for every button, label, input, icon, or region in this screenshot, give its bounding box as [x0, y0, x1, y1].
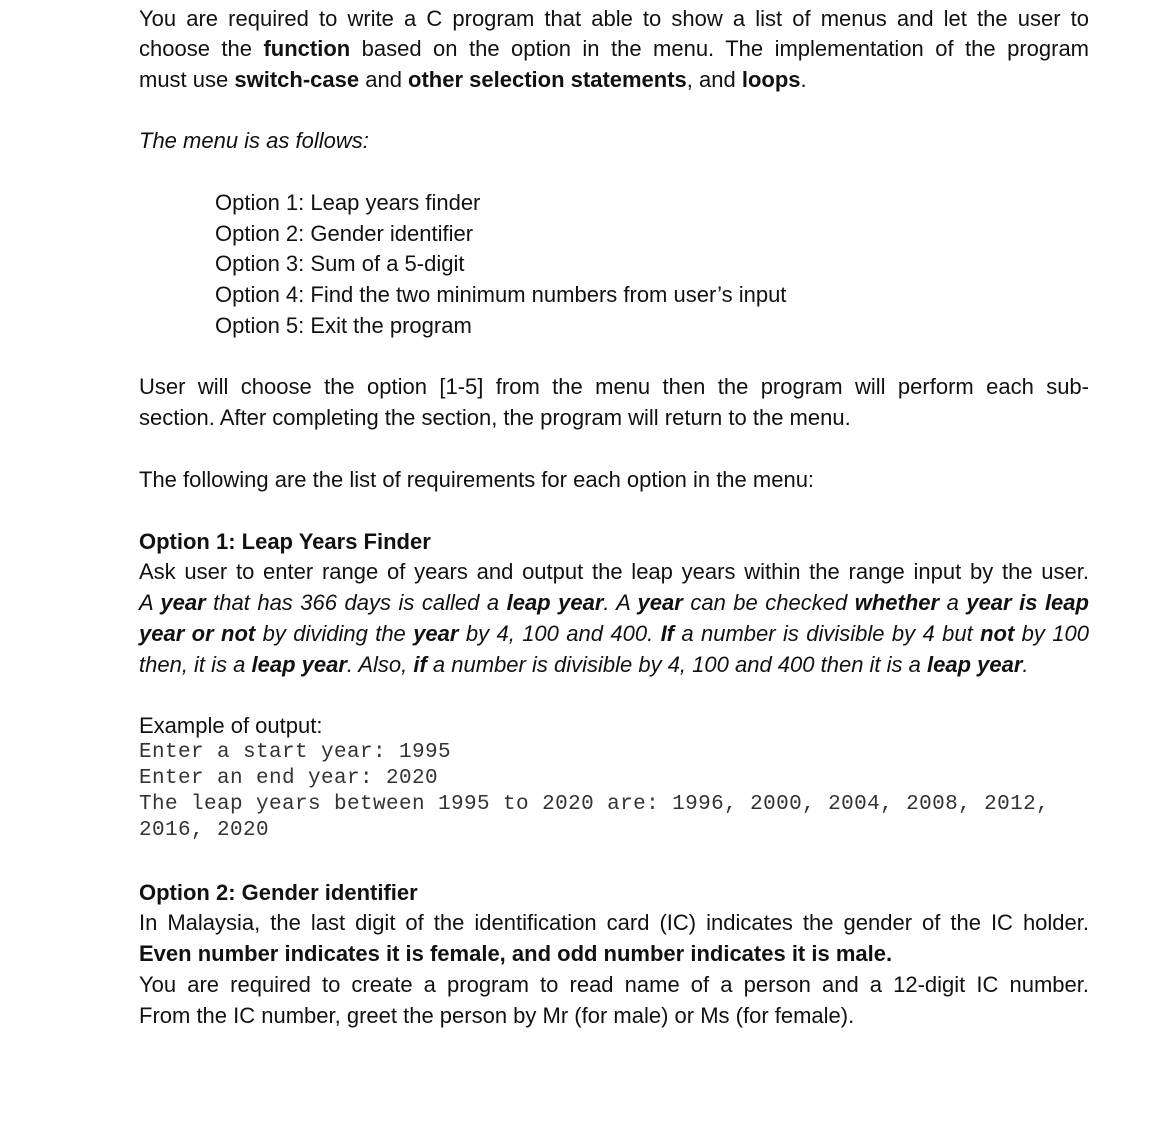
option1-italic-line-3 — [139, 650, 1089, 680]
text: by dividing the — [255, 621, 414, 646]
text: can be checked — [682, 590, 855, 615]
text: a number is divisible by 4, 100 and 400 then it is a — [426, 652, 928, 677]
text: then, it is a — [139, 652, 252, 677]
text: A — [139, 590, 161, 615]
bold-text: If — [660, 621, 675, 646]
text: a number is divisible by 4 but — [674, 621, 981, 646]
bold-text: leap year — [927, 652, 1023, 677]
intro-text: based on the option in the menu. The implementation of the program — [350, 36, 1089, 61]
bold-text: year — [637, 590, 683, 615]
intro-bold-function: function — [263, 36, 351, 61]
text: by 4, 100 and 400. — [458, 621, 661, 646]
intro-text: You are required to write a C program that able to show a list of menus and let the user to — [139, 6, 1089, 31]
bold-text: leap year — [251, 652, 347, 677]
text: . A — [603, 590, 638, 615]
intro-bold-switch-case: switch-case — [234, 67, 360, 92]
option2-title — [139, 878, 1089, 908]
option2-bold-rule: Even number indicates it is female, and odd number indicates it is male. — [139, 941, 893, 966]
intro-text: and — [359, 67, 409, 92]
intro-text: must use — [139, 67, 235, 92]
example-output-line-1: Enter a start year: 1995 — [139, 741, 452, 764]
bold-text: if — [413, 652, 427, 677]
option1-italic-line-1 — [139, 588, 1089, 618]
bold-text: not — [980, 621, 1015, 646]
intro-bold-selection: other selection statements — [408, 67, 687, 92]
bold-text: year — [160, 590, 206, 615]
text: . — [1022, 652, 1029, 677]
intro-line-1 — [139, 4, 1089, 34]
example-output-line-3: The leap years between 1995 to 2020 are: 1996, 2000, 2004, 2008, 2012, — [139, 793, 1050, 816]
text: by 100 — [1014, 621, 1089, 646]
bold-text: whether — [854, 590, 940, 615]
text: . Also, — [346, 652, 414, 677]
choose-line-1: User will choose the option [1-5] from the menu then the program will perform each sub- — [139, 374, 1089, 399]
menu-option-3: Option 3: Sum of a 5-digit — [215, 251, 465, 276]
example-label: Example of output: — [139, 713, 323, 738]
text: that has 366 days is called a — [205, 590, 507, 615]
menu-heading: The menu is as follows: — [139, 128, 369, 153]
bold-text: year — [413, 621, 459, 646]
menu-option-4: Option 4: Find the two minimum numbers from user’s input — [215, 282, 787, 307]
intro-line-2 — [139, 34, 1089, 64]
menu-option-2: Option 2: Gender identifier — [215, 221, 474, 246]
option2-line-1: In Malaysia, the last digit of the identification card (IC) indicates the gender of the IC holder. — [139, 910, 1089, 935]
option1-title — [139, 527, 1089, 557]
example-output-line-2: Enter an end year: 2020 — [139, 767, 439, 790]
option2-title-text: Option 2: Gender identifier — [139, 880, 418, 905]
intro-bold-loops: loops — [741, 67, 801, 92]
choose-line-2: section. After completing the section, the program will return to the menu. — [139, 405, 851, 430]
requirements-intro: The following are the list of requirements for each option in the menu: — [139, 467, 815, 492]
option2-line-4: From the IC number, greet the person by Mr (for male) or Ms (for female). — [139, 1003, 855, 1028]
option1-title-text: Option 1: Leap Years Finder — [139, 529, 431, 554]
option1-italic-line-2 — [139, 619, 1089, 649]
intro-text: choose the — [139, 36, 264, 61]
intro-text: . — [800, 67, 807, 92]
menu-option-5: Option 5: Exit the program — [215, 313, 472, 338]
bold-text: year or not — [139, 621, 256, 646]
bold-text: leap year — [506, 590, 604, 615]
option2-line-2 — [139, 939, 1089, 969]
example-output-line-4: 2016, 2020 — [139, 819, 270, 842]
text: a — [939, 590, 967, 615]
bold-text: year is leap — [966, 590, 1089, 615]
option2-line-3: You are required to create a program to read name of a person and a 12-digit IC number. — [139, 972, 1089, 997]
option1-desc: Ask user to enter range of years and output the leap years within the range input by the user. — [139, 559, 1089, 584]
intro-text: , and — [686, 67, 742, 92]
intro-line-3 — [139, 65, 1089, 95]
menu-option-1: Option 1: Leap years finder — [215, 190, 481, 215]
